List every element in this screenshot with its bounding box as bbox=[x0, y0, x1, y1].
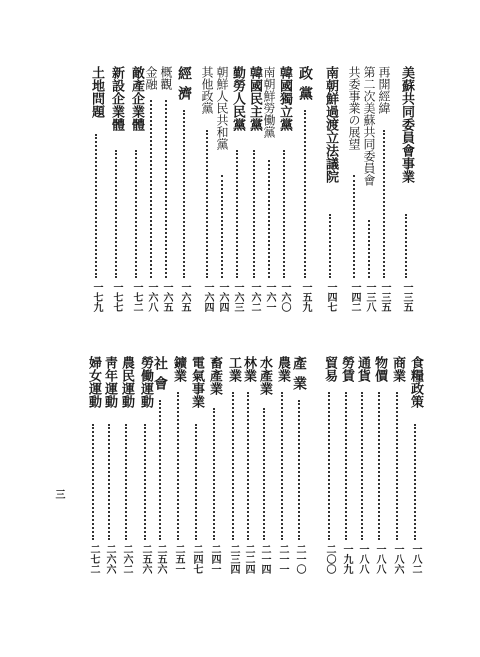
toc-entry-title: 農業 bbox=[275, 356, 290, 382]
toc-page-number: 一八八 bbox=[357, 544, 368, 574]
toc-entry-title: 婦女運動 bbox=[86, 356, 101, 408]
toc-entry-title: 物價 bbox=[372, 356, 387, 382]
toc-category-title: 產業 bbox=[291, 356, 307, 396]
toc-entry bbox=[158, 66, 174, 318]
toc-entry bbox=[256, 356, 272, 580]
toc-entry bbox=[225, 356, 241, 580]
toc-entry-title: 韓國獨立黨 bbox=[277, 66, 292, 131]
toc-entry bbox=[376, 66, 392, 318]
dot-leader bbox=[298, 400, 300, 540]
toc-entry-title: 通貨 bbox=[355, 356, 370, 382]
dot-leader bbox=[236, 150, 238, 278]
toc-category-title: 社會 bbox=[152, 356, 168, 396]
toc-page-number: 一八二 bbox=[410, 544, 421, 574]
toc-entry bbox=[354, 356, 370, 580]
toc-entry bbox=[199, 66, 215, 318]
toc-entry-title: 朝鮮人民共和黨 bbox=[215, 66, 229, 150]
dot-leader bbox=[361, 392, 363, 540]
toc-page-number: 二五六 bbox=[155, 544, 166, 574]
dot-leader bbox=[368, 220, 370, 278]
dot-leader bbox=[253, 150, 255, 278]
toc-entry bbox=[206, 356, 222, 580]
dot-leader bbox=[125, 424, 127, 540]
dot-leader bbox=[206, 130, 208, 278]
dot-leader bbox=[268, 160, 270, 278]
toc-entry bbox=[322, 66, 338, 318]
toc-entry-title: 南朝鮮勞働黨 bbox=[262, 66, 276, 138]
toc-page-number: 一四二 bbox=[349, 282, 360, 312]
dot-leader bbox=[345, 392, 347, 540]
toc-entry-title: 靑年運動 bbox=[102, 356, 117, 408]
dot-leader bbox=[378, 392, 380, 540]
toc-entry bbox=[128, 66, 144, 318]
toc-entry-title: 其他政黨 bbox=[200, 66, 214, 114]
toc-category-title: 政黨 bbox=[297, 66, 313, 106]
dot-leader bbox=[304, 110, 306, 278]
toc-page-number: 一八八 bbox=[374, 544, 385, 574]
toc-page-number: 一三五 bbox=[401, 282, 412, 312]
toc-page-number: 二一四 bbox=[259, 544, 270, 574]
toc-entry-title: 南朝鮮過渡立法議院 bbox=[323, 66, 338, 183]
dot-leader bbox=[396, 392, 398, 540]
toc-entry-title: 勞働運動 bbox=[138, 356, 153, 408]
dot-leader bbox=[135, 150, 137, 278]
dot-leader bbox=[383, 130, 385, 278]
toc-entry-title: 美蘇共同委員會事業 bbox=[399, 66, 414, 183]
toc-page-number: 一六三 bbox=[232, 282, 243, 312]
toc-page-number: 一三五 bbox=[379, 282, 390, 312]
toc-page-number: 二五一 bbox=[173, 544, 184, 574]
toc-page-number: 一八六 bbox=[392, 544, 403, 574]
page-number: 三 bbox=[53, 489, 64, 499]
toc-entry-title: 新設企業體 bbox=[109, 66, 124, 131]
toc-entry bbox=[291, 356, 307, 580]
dot-leader bbox=[144, 424, 146, 540]
dot-leader bbox=[281, 392, 283, 540]
toc-entry bbox=[118, 356, 134, 580]
toc-entry bbox=[321, 356, 337, 580]
toc-page-number: 二一一 bbox=[277, 544, 288, 574]
toc-entry bbox=[88, 66, 104, 318]
toc-entry-title: 工業 bbox=[226, 356, 241, 382]
toc-entry bbox=[101, 356, 117, 580]
toc-page-number: 一六八 bbox=[146, 282, 157, 312]
toc-entry-title: 貿易 bbox=[322, 356, 337, 382]
dot-leader bbox=[353, 175, 355, 278]
toc-entry bbox=[338, 356, 354, 580]
toc-page-number: 二六六 bbox=[104, 544, 115, 574]
dot-leader bbox=[213, 408, 215, 540]
toc-entry bbox=[261, 66, 277, 318]
dot-leader bbox=[165, 100, 167, 278]
toc-entry-title: 敵產企業體 bbox=[129, 66, 144, 131]
toc-entry bbox=[170, 356, 186, 580]
toc-entry bbox=[371, 356, 387, 580]
toc-category-title: 經濟 bbox=[176, 66, 192, 106]
toc-page-number: 一六四 bbox=[202, 282, 213, 312]
toc-entry-title: 第二次美蘇共同委員會 bbox=[362, 66, 376, 186]
toc-entry bbox=[389, 356, 405, 580]
toc-entry-title: 鑛業 bbox=[171, 356, 186, 382]
dot-leader bbox=[414, 424, 416, 540]
dot-leader bbox=[247, 392, 249, 540]
dot-leader bbox=[115, 150, 117, 278]
toc-entry bbox=[274, 356, 290, 580]
toc-entry-title: 勤勞人民黨 bbox=[230, 66, 245, 131]
toc-entry-title: 食糧政策 bbox=[408, 356, 423, 408]
toc-entry-title: 金融 bbox=[144, 66, 158, 90]
toc-entry-title: 商業 bbox=[390, 356, 405, 382]
dot-leader bbox=[92, 424, 94, 540]
toc-entry bbox=[276, 66, 292, 318]
toc-page-number: 二四一 bbox=[209, 544, 220, 574]
toc-entry bbox=[152, 356, 168, 580]
toc-entry-title: 韓國民主黨 bbox=[247, 66, 262, 131]
toc-page-number: 二〇〇 bbox=[324, 544, 335, 574]
toc-entry bbox=[137, 356, 153, 580]
dot-leader bbox=[329, 214, 331, 278]
dot-leader bbox=[159, 400, 161, 540]
toc-page-number: 二七二 bbox=[88, 544, 99, 574]
toc-page-number: 二三四 bbox=[228, 544, 239, 574]
toc-page-number: 一六〇 bbox=[279, 282, 290, 312]
dot-leader bbox=[95, 134, 97, 278]
toc-page-number: 一七二 bbox=[131, 282, 142, 312]
toc-page-number: 一六五 bbox=[179, 282, 190, 312]
toc-entry bbox=[188, 356, 204, 580]
toc-page-number: 一六四 bbox=[217, 282, 228, 312]
toc-entry bbox=[176, 66, 192, 318]
toc-entry-title: 勞賃 bbox=[339, 356, 354, 382]
toc-page-number: 一六二 bbox=[249, 282, 260, 312]
toc-entry bbox=[85, 356, 101, 580]
toc-entry-title: 農民運動 bbox=[119, 356, 134, 408]
toc-entry bbox=[108, 66, 124, 318]
dot-leader bbox=[108, 424, 110, 540]
dot-leader bbox=[283, 150, 285, 278]
dot-leader bbox=[328, 392, 330, 540]
toc-entry bbox=[297, 66, 313, 318]
toc-page-number: 二二四 bbox=[243, 544, 254, 574]
toc-entry-title: 電氣事業 bbox=[189, 356, 204, 408]
toc-entry bbox=[361, 66, 377, 318]
toc-entry-title: 水產業 bbox=[257, 356, 272, 395]
toc-page-number: 二六二 bbox=[121, 544, 132, 574]
toc-entry-title: 再開經緯 bbox=[377, 66, 391, 114]
toc-entry-title: 土地問題 bbox=[89, 66, 104, 118]
toc-entry-title: 共委事業の展望 bbox=[347, 66, 361, 150]
toc-page-number: 一三八 bbox=[364, 282, 375, 312]
dot-leader bbox=[183, 110, 185, 278]
dot-leader bbox=[263, 408, 265, 540]
toc-page-number: 一七九 bbox=[91, 282, 102, 312]
toc-entry bbox=[240, 356, 256, 580]
toc-page-number: 一五九 bbox=[300, 282, 311, 312]
toc-entry-title: 概觀 bbox=[159, 66, 173, 90]
dot-leader bbox=[405, 214, 407, 278]
toc-entry bbox=[407, 356, 423, 580]
toc-page-number: 二四七 bbox=[191, 544, 202, 574]
toc-page-number: 一六五 bbox=[161, 282, 172, 312]
toc-entry bbox=[246, 66, 262, 318]
toc-entry-title: 林業 bbox=[241, 356, 256, 382]
toc-page-number: 一七七 bbox=[111, 282, 122, 312]
toc-entry bbox=[346, 66, 362, 318]
dot-leader bbox=[150, 100, 152, 278]
toc-entry bbox=[229, 66, 245, 318]
toc-entry bbox=[143, 66, 159, 318]
dot-leader bbox=[232, 392, 234, 540]
dot-leader bbox=[221, 175, 223, 278]
toc-page-number: 一四七 bbox=[325, 282, 336, 312]
toc-entry bbox=[398, 66, 414, 318]
toc-page-number: 一六一 bbox=[264, 282, 275, 312]
dot-leader bbox=[195, 424, 197, 540]
toc-page-number: 一九九 bbox=[341, 544, 352, 574]
toc-page-number: 二五六 bbox=[140, 544, 151, 574]
toc-entry bbox=[214, 66, 230, 318]
toc-page-number: 二一〇 bbox=[294, 544, 305, 574]
toc-entry-title: 畜產業 bbox=[207, 356, 222, 395]
dot-leader bbox=[177, 392, 179, 540]
